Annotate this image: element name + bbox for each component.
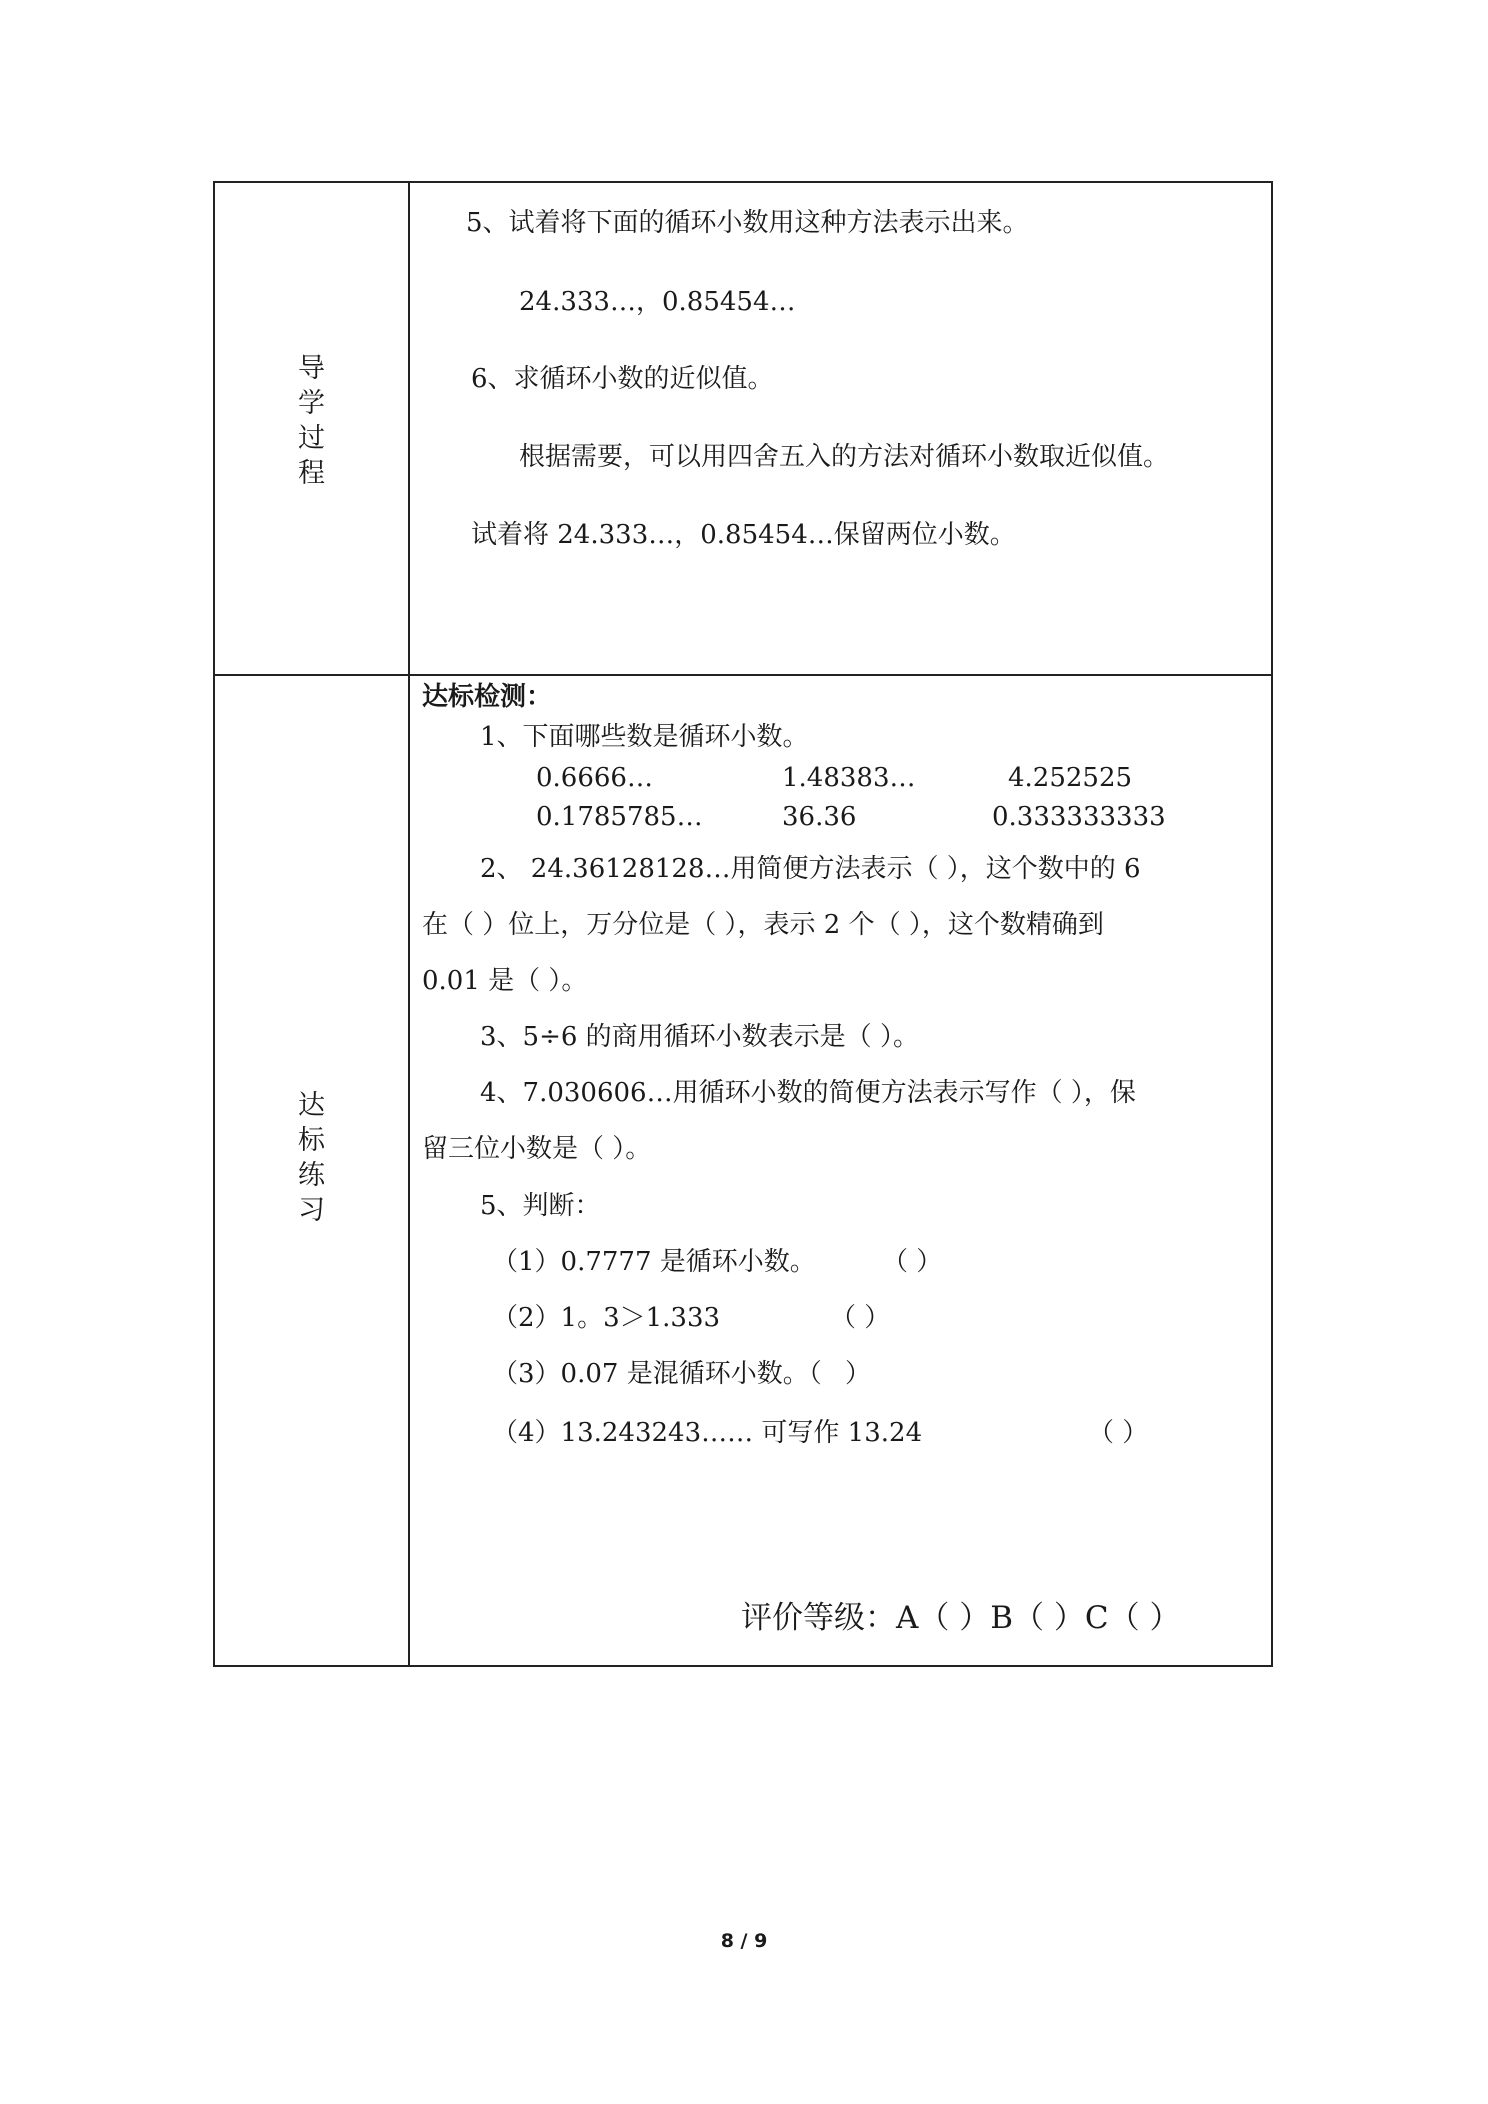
label-char: 学: [298, 388, 325, 419]
question-2-line-3: 0.01 是（ ）。: [422, 966, 588, 996]
page-number: 8 / 9: [720, 1930, 768, 1952]
guide-line-1: 5、试着将下面的循环小数用这种方法表示出来。: [466, 208, 1029, 238]
section-label-practice: [215, 1088, 408, 1228]
judge-item-text: （3）0.07 是混循环小数。（: [492, 1359, 822, 1389]
guide-line-2: 24.333…，0.85454…: [519, 287, 796, 317]
guide-line-3: 6、求循环小数的近似值。: [471, 364, 774, 394]
guide-line-5: 试着将 24.333…，0.85454…保留两位小数。: [471, 520, 1016, 550]
question-1: 1、下面哪些数是循环小数。: [480, 722, 809, 752]
column-divider: [408, 183, 410, 1665]
guide-line-4: 根据需要，可以用四舍五入的方法对循环小数取近似值。: [519, 442, 1170, 472]
label-char: 过: [298, 423, 325, 454]
option-item: 36.36: [782, 802, 857, 832]
option-item: 0.1785785…: [536, 802, 703, 832]
option-item: 4.252525: [1008, 763, 1133, 793]
question-2-line-1: 2、 24.36128128…用简便方法表示（ ），这个数中的 6: [480, 854, 1141, 884]
judge-item-text: （2）1。3＞1.333: [492, 1303, 721, 1333]
lesson-table: [213, 181, 1273, 1667]
question-4-line-2: 留三位小数是（ ）。: [422, 1134, 652, 1164]
judge-item-blank: （ ）: [882, 1247, 943, 1277]
question-3: 3、5÷6 的商用循环小数表示是（ ）。: [480, 1022, 919, 1052]
label-char: 导: [298, 353, 325, 384]
option-item: 0.333333333: [992, 802, 1166, 832]
practice-heading: 达标检测：: [422, 682, 553, 712]
question-5: 5、判断：: [480, 1191, 601, 1221]
judge-item-blank: （ ）: [830, 1303, 891, 1333]
section-label-guide: [215, 351, 408, 491]
judge-item-text: （1）0.7777 是循环小数。: [492, 1247, 816, 1277]
label-char: 练: [298, 1160, 325, 1191]
judge-item-blank: ）: [845, 1359, 872, 1389]
row-divider: [215, 674, 1271, 676]
label-char: 习: [298, 1195, 325, 1226]
label-char: 程: [298, 458, 325, 489]
question-2-line-2: 在（ ）位上，万分位是（ ），表示 2 个（ ），这个数精确到: [422, 910, 1104, 940]
judge-item-blank: （ ）: [1088, 1418, 1149, 1448]
option-item: 0.6666…: [536, 763, 653, 793]
judge-item-text: （4）13.243243…… 可写作 13.24: [492, 1418, 923, 1448]
label-char: 达: [298, 1090, 325, 1121]
label-char: 标: [298, 1125, 325, 1156]
option-item: 1.48383…: [782, 763, 916, 793]
rating-line: 评价等级：A（ ）B（ ）C（ ）: [741, 1600, 1181, 1636]
question-4-line-1: 4、7.030606…用循环小数的简便方法表示写作（ ），保: [480, 1078, 1136, 1108]
